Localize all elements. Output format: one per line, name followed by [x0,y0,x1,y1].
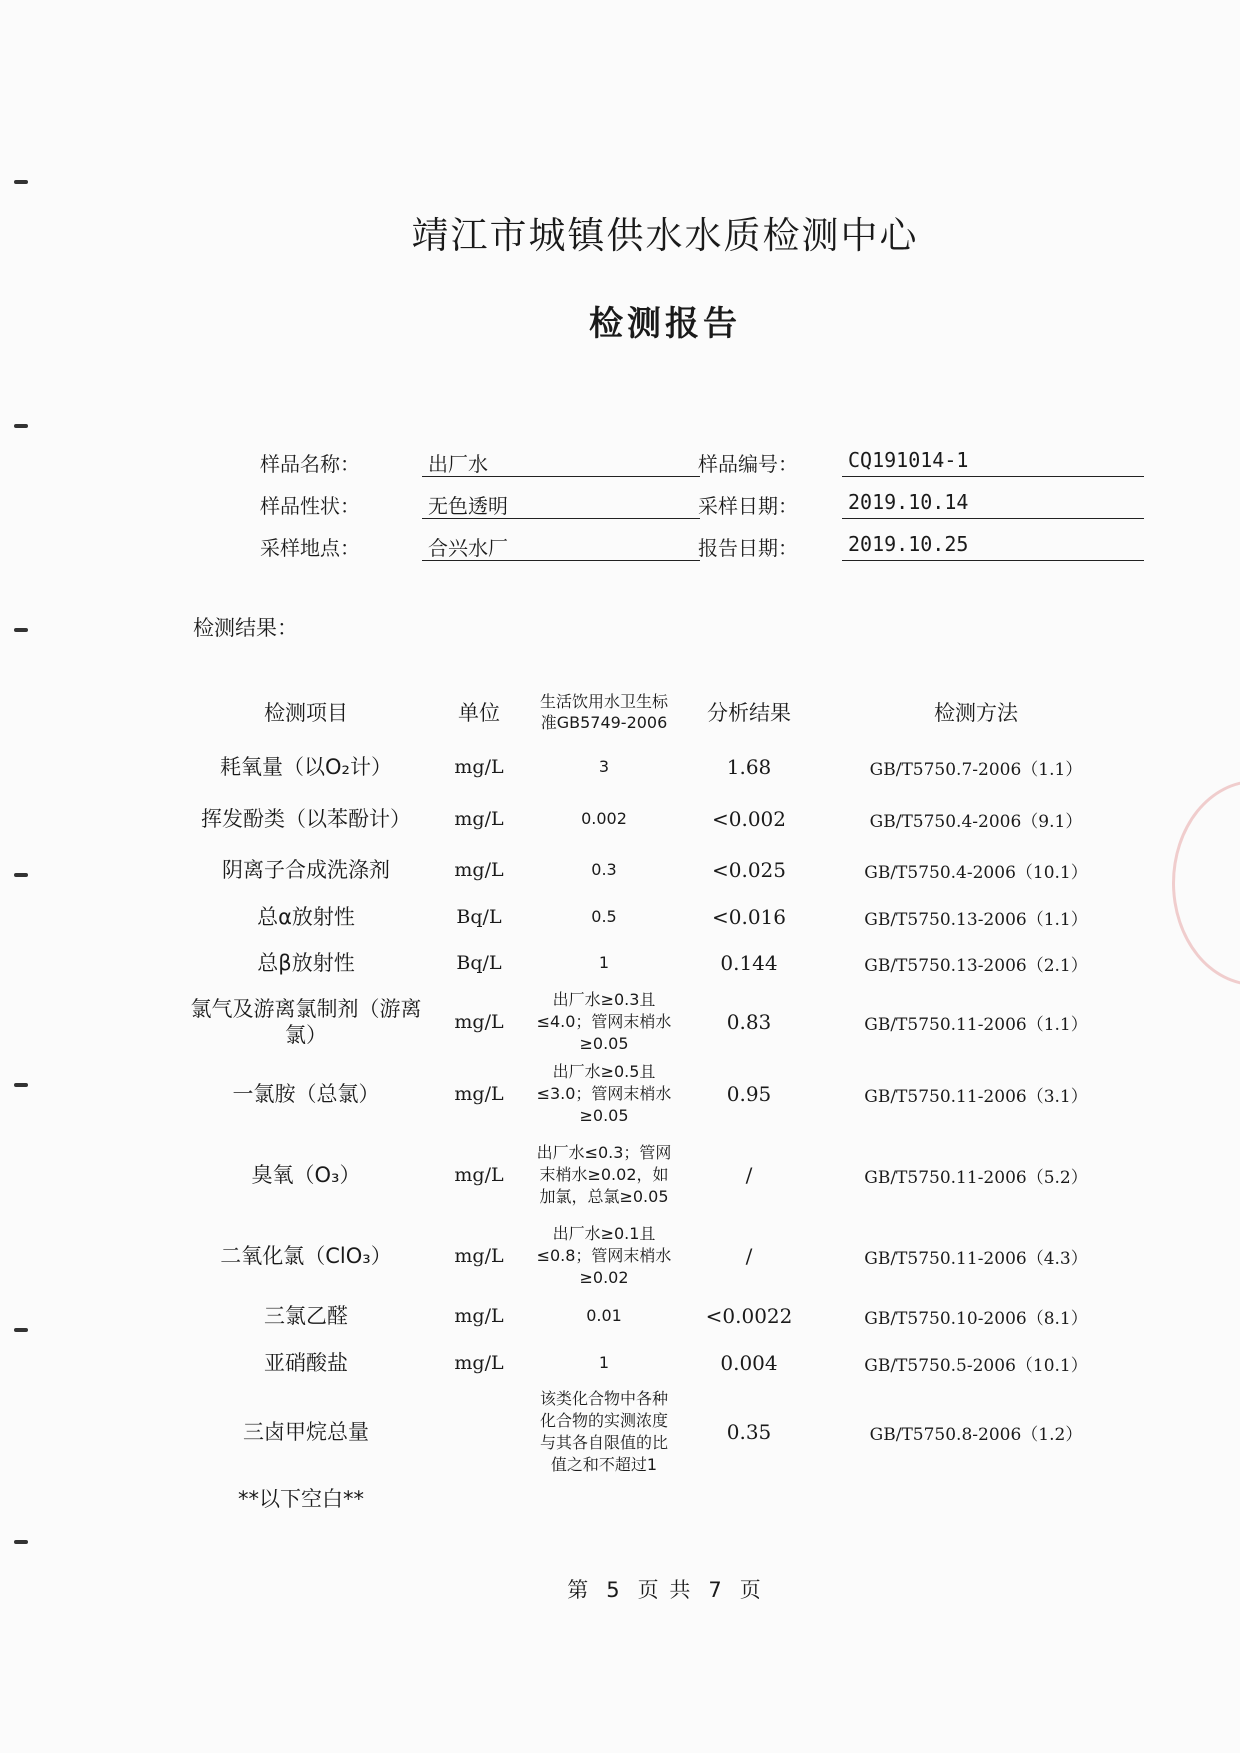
row-item: 亚硝酸盐 [264,1351,348,1375]
report-date-label: 报告日期： [698,536,798,560]
row-method: GB/T5750.10-2006（8.1） [864,1308,1088,1329]
row-item: 阴离子合成洗涤剂 [222,858,390,882]
footer-mid: 页 共 [637,1578,693,1602]
table-row [188,894,1128,940]
sample-name-label: 样品名称： [260,452,360,476]
table-row [188,940,1128,986]
table-row [188,1220,1128,1292]
sample-number-value: CQ191014-1 [842,448,1144,477]
row-unit: mg/L [454,1083,504,1105]
row-result: / [745,1244,753,1268]
row-result: <0.016 [711,905,786,929]
row-item: 二氧化氯（ClO₃） [220,1244,392,1268]
red-stamp-mark [1172,780,1240,986]
end-note: **以下空白** [238,1487,364,1511]
row-unit: mg/L [454,859,504,881]
row-standard: 1 [598,1353,610,1372]
sampling-date-label: 采样日期： [698,494,798,518]
row-result: 0.35 [726,1420,772,1444]
row-method: GB/T5750.5-2006（10.1） [864,1355,1088,1376]
scan-mark [14,1540,28,1544]
info-row-sampling-location [0,524,1240,564]
row-standard: 该类化合物中各种化合物的实测浓度与其各自限值的比值之和不超过1 [539,1389,668,1474]
table-row [188,846,1128,894]
row-result: 1.68 [726,755,772,779]
row-unit: mg/L [454,1245,504,1267]
sample-property-label: 样品性状： [260,494,360,518]
sampling-location-label: 采样地点： [260,536,360,560]
scan-mark [14,628,28,632]
row-unit: Bq/L [456,906,502,928]
scan-mark [14,1328,28,1332]
results-table [188,682,1128,1478]
row-item: 臭氧（O₃） [251,1163,361,1187]
row-standard: 3 [598,757,610,776]
row-item: 总α放射性 [257,905,355,929]
row-method: GB/T5750.8-2006（1.2） [869,1424,1083,1445]
row-result: 0.004 [720,1351,778,1375]
sample-name-value: 出厂水 [422,448,700,477]
sampling-date-value: 2019.10.14 [842,490,1144,519]
row-item: 氯气及游离氯制剂（游离氯） [190,997,422,1047]
row-method: GB/T5750.11-2006（1.1） [864,1014,1088,1035]
row-standard: 0.3 [591,860,617,879]
row-item: 三卤甲烷总量 [243,1420,369,1444]
table-row [188,1130,1128,1220]
row-result: 0.95 [726,1082,772,1106]
table-row [188,986,1128,1058]
report-date-value: 2019.10.25 [842,532,1144,561]
scan-mark [14,424,28,428]
table-row [188,1340,1128,1386]
row-standard: 0.5 [591,907,617,926]
info-row-sample-property [0,482,1240,522]
organization-title: 靖江市城镇供水水质检测中心 [411,214,919,257]
page-footer [0,1574,1240,1604]
sampling-location-value: 合兴水厂 [422,532,700,561]
row-unit: mg/L [454,756,504,778]
row-unit: Bq/L [456,952,502,974]
table-row [188,1058,1128,1130]
row-item: 三氯乙醛 [264,1304,348,1328]
footer-page-number: 5 [606,1578,622,1602]
row-method: GB/T5750.4-2006（9.1） [869,811,1083,832]
row-method: GB/T5750.4-2006（10.1） [864,862,1088,883]
row-standard: 1 [598,953,610,972]
footer-total-pages: 7 [708,1578,724,1602]
table-header-row [188,682,1128,742]
header-standard: 生活饮用水卫生标准GB5749-2006 [539,692,668,732]
row-method: GB/T5750.11-2006（4.3） [864,1248,1088,1269]
header-result: 分析结果 [707,701,791,725]
row-standard: 0.002 [581,809,627,828]
row-result: 0.83 [726,1010,772,1034]
row-method: GB/T5750.13-2006（1.1） [864,909,1088,930]
row-result: <0.0022 [705,1304,793,1328]
table-row [188,1292,1128,1340]
row-standard: 出厂水≥0.3且≤4.0；管网末梢水≥0.05 [536,990,672,1053]
row-standard: 出厂水≥0.1且≤0.8；管网末梢水≥0.02 [536,1224,672,1287]
sample-number-label: 样品编号： [698,452,798,476]
header-item: 检测项目 [264,701,348,725]
scan-mark [14,1083,28,1087]
row-result: <0.025 [711,858,786,882]
row-item: 耗氧量（以O₂计） [220,755,392,779]
footer-suffix: 页 [739,1578,763,1602]
row-unit: mg/L [454,1305,504,1327]
row-standard: 出厂水≤0.3；管网末梢水≥0.02，如加氯，总氯≥0.05 [536,1143,672,1206]
row-item: 总β放射性 [257,951,355,975]
sample-property-value: 无色透明 [422,490,700,519]
row-item: 挥发酚类（以苯酚计） [201,807,411,831]
table-row [188,742,1128,792]
row-result: / [745,1163,753,1187]
info-row-sample-name [0,440,1240,480]
row-unit [424,1386,534,1478]
row-unit: mg/L [454,808,504,830]
row-item: 一氯胺（总氯） [232,1082,380,1106]
row-method: GB/T5750.13-2006（2.1） [864,955,1088,976]
header-method: 检测方法 [934,701,1018,725]
row-unit: mg/L [454,1011,504,1033]
row-method: GB/T5750.7-2006（1.1） [869,759,1083,780]
row-result: <0.002 [711,807,786,831]
footer-prefix: 第 [567,1578,591,1602]
row-result: 0.144 [720,951,778,975]
row-unit: mg/L [454,1352,504,1374]
row-method: GB/T5750.11-2006（3.1） [864,1086,1088,1107]
scan-mark [14,873,28,877]
table-row [188,1386,1128,1478]
header-unit: 单位 [458,701,500,725]
report-title: 检测报告 [589,304,741,344]
scan-mark [14,180,28,184]
row-unit: mg/L [454,1164,504,1186]
row-method: GB/T5750.11-2006（5.2） [864,1167,1088,1188]
table-row [188,792,1128,846]
row-standard: 出厂水≥0.5且≤3.0；管网末梢水≥0.05 [536,1062,672,1125]
row-standard: 0.01 [586,1306,622,1325]
results-label: 检测结果： [193,616,298,640]
